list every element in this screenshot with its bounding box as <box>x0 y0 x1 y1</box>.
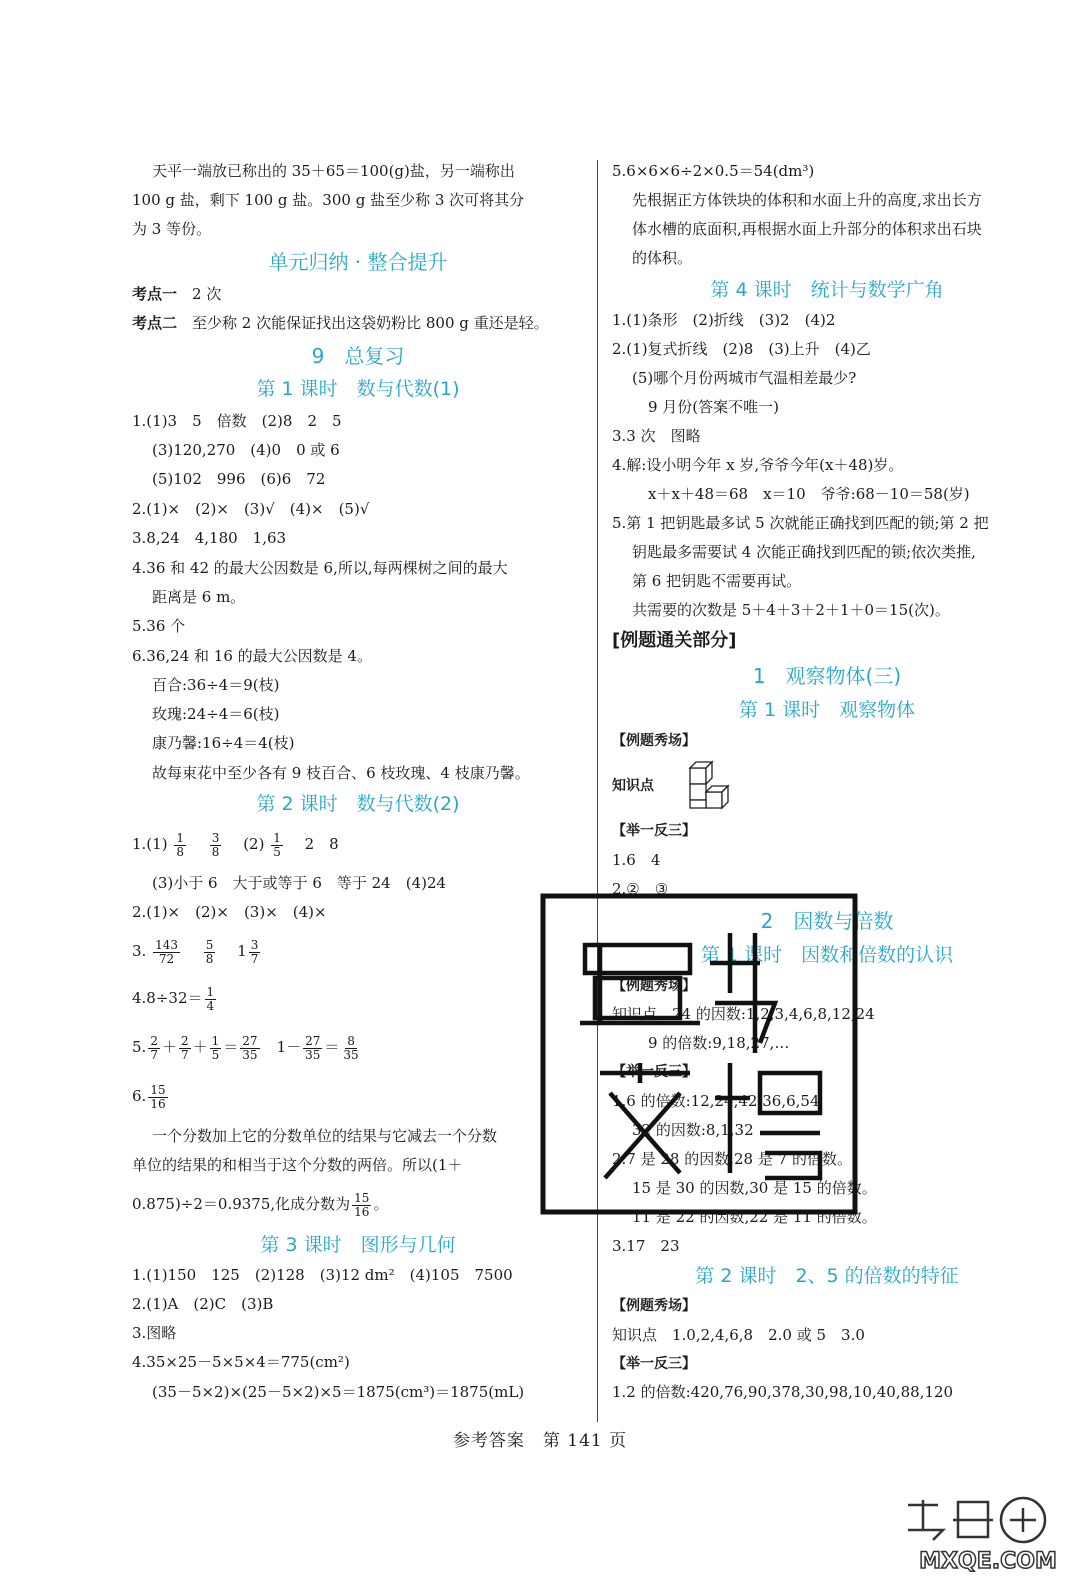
answer-line: 2.7 是 28 的因数,28 是 7 的倍数。 <box>612 1150 852 1168</box>
answer-line: 2.(1)× (2)× (3)√ (4)× (5)√ <box>132 500 370 518</box>
question-number: 6. <box>132 1087 147 1105</box>
section-label: 【举一反三】 <box>612 1064 696 1080</box>
answer-line: 5.36 个 <box>132 617 186 635</box>
section-label: 【举一反三】 <box>612 1356 696 1372</box>
punctuation: 。 <box>373 1195 389 1213</box>
kaodian-row <box>132 310 549 336</box>
answer-line: (3)小于 6 大于或等于 6 等于 24 (4)24 <box>152 874 447 892</box>
lesson-heading: 第 2 课时 2、5 的倍数的特征 <box>695 1265 959 1287</box>
answer-line: 2.(1)A (2)C (3)B <box>132 1295 274 1313</box>
lesson-heading: 第 2 课时 数与代数(2) <box>256 793 460 815</box>
answer-line <box>132 824 339 864</box>
fraction: $\frac{1}{5}$ <box>211 1033 220 1062</box>
text-line: 天平一端放已称出的 35＋65＝100(g)盐，另一端称出 <box>152 162 515 180</box>
answer-line <box>132 978 218 1018</box>
answer-line: 9 的倍数:9,18,27,… <box>648 1034 790 1052</box>
lesson-heading: 第 4 课时 统计与数学广角 <box>710 279 944 301</box>
stamp-overlay <box>540 893 858 1215</box>
watermark-logo <box>898 1490 1078 1576</box>
operator: ＋ <box>192 1038 208 1056</box>
answer-line: 3.3 次 图略 <box>612 427 701 445</box>
part-heading: [例题通关部分] <box>612 630 737 651</box>
operator: ＋ <box>161 1038 177 1056</box>
answer-line <box>132 1184 388 1224</box>
fraction: $\frac{15}{16}$ <box>150 1082 166 1111</box>
lesson-heading: 第 1 课时 数与代数(1) <box>256 378 460 400</box>
answer-line: (3)120,270 (4)0 0 或 6 <box>152 441 340 459</box>
section-label: 【举一反三】 <box>612 823 696 839</box>
fraction: $\frac{1}{5}$ <box>273 830 281 859</box>
answer-line: 2.(1)× (2)× (3)× (4)× <box>132 903 327 921</box>
answer-line: 1.(1)3 5 倍数 (2)8 2 5 <box>132 412 342 430</box>
answer-line: 6.36,24 和 16 的最大公因数是 4。 <box>132 647 372 665</box>
answer-line: 4.解:设小明今年 x 岁,爷爷今年(x＋48)岁。 <box>612 456 904 474</box>
answer-line: 体水槽的底面积,再根据水面上升部分的体积求出石块 <box>632 220 982 238</box>
answer-line: 玫瑰:24÷4＝6(枝) <box>152 705 280 723</box>
fraction: $\frac{3}{8}$ <box>211 830 220 859</box>
question-number: 3. <box>132 942 147 960</box>
question-number: 5. <box>132 1038 147 1056</box>
answer-line: 1.6 4 <box>612 851 661 869</box>
page-footer: 参考答案 第 141 页 <box>452 1431 628 1451</box>
section-label: 【例题秀场】 <box>612 1298 696 1314</box>
lesson-heading: 第 1 课时 观察物体 <box>738 699 916 721</box>
watermark-text: MXQE.COM <box>919 1549 1057 1574</box>
answer-text: 1－ <box>276 1038 302 1056</box>
answer-line: 第 6 把钥匙不需要再试。 <box>632 572 802 590</box>
answer-line: 15 是 30 的因数,30 是 15 的倍数。 <box>632 1179 877 1197</box>
answer-line: 3.8,24 4,180 1,63 <box>132 529 287 547</box>
answer-line: 4.36 和 42 的最大公因数是 6,所以,每两棵树之间的最大 <box>132 559 508 577</box>
answer-line: 单位的结果的和相当于这个分数的两倍。所以(1＋ <box>132 1156 463 1174</box>
answer-line: 百合:36÷4＝9(枝) <box>152 676 280 694</box>
answer-line: 距离是 6 m。 <box>152 588 246 606</box>
chapter-heading: 2 因数与倍数 <box>760 909 894 933</box>
answer-line: 1.6 的倍数:12,24,42,36,6,54 <box>612 1092 820 1110</box>
answer-line: 4.35×25－5×5×4＝775(cm²) <box>132 1353 350 1371</box>
column-divider <box>597 160 598 1422</box>
lesson-heading: 第 1 课时 因数和倍数的认识 <box>700 944 954 966</box>
answer-line <box>132 931 262 971</box>
answer-line: x＋x＋48＝68 x＝10 爷爷:68－10＝58(岁) <box>648 485 970 503</box>
answer-line: 5.第 1 把钥匙最多试 5 次就能正确找到匹配的锁;第 2 把 <box>612 514 989 532</box>
fraction: $\frac{1}{4}$ <box>206 984 215 1013</box>
chapter-heading: 1 观察物体(三) <box>752 664 902 688</box>
answer-line: 11 是 22 的因数,22 是 11 的倍数。 <box>632 1208 877 1226</box>
kaodian-label: 考点一 <box>132 285 178 303</box>
fraction: $\frac{8}{35}$ <box>343 1033 359 1062</box>
text-line: 100 g 盐，剩下 100 g 盐。300 g 盐至少称 3 次可将其分 <box>132 191 525 209</box>
kaodian-label: 考点二 <box>132 314 178 332</box>
answer-text: 4.8÷32＝ <box>132 989 203 1007</box>
answer-line: 3.17 23 <box>612 1237 680 1255</box>
answer-line: 2.② ③ <box>612 880 669 898</box>
answer-line: 知识点 1.0,2,4,6,8 2.0 或 5 3.0 <box>612 1326 865 1344</box>
knowledge-point-label: 知识点 <box>612 778 654 794</box>
kaodian-text: 至少称 2 次能保证找出这袋奶粉比 800 g 重还是轻。 <box>192 314 549 332</box>
answer-text: 2 8 <box>304 835 339 853</box>
answer-line: 的体积。 <box>632 249 693 267</box>
answer-line: 先根据正方体铁块的体积和水面上升的高度,求出长方 <box>632 191 982 209</box>
fraction: $\frac{15}{16}$ <box>354 1190 370 1219</box>
answer-line: 32 的因数:8,1,32 <box>632 1121 754 1139</box>
section-label: 【例题秀场】 <box>612 733 696 749</box>
answer-line: 故每束花中至少各有 9 枝百合、6 枝玫瑰、4 枝康乃馨。 <box>152 764 530 782</box>
answer-line: 3.图略 <box>132 1324 177 1342</box>
text-line: 为 3 等份。 <box>132 220 212 238</box>
fraction: $\frac{5}{8}$ <box>205 937 214 966</box>
answer-line: 2.(1)复式折线 (2)8 (3)上升 (4)乙 <box>612 340 871 358</box>
kaodian-text: 2 次 <box>192 285 222 303</box>
answer-line: (35－5×2)×(25－5×2)×5＝1875(cm³)＝1875(mL) <box>152 1383 525 1401</box>
answer-line: 1.2 的倍数:420,76,90,378,30,98,10,40,88,120 <box>612 1383 954 1401</box>
answer-line: (5)102 996 (6)6 72 <box>152 470 326 488</box>
fraction: $\frac{143}{72}$ <box>155 937 178 966</box>
answer-line: 1.(1)150 125 (2)128 (3)12 dm² (4)105 7500 <box>132 1266 513 1284</box>
fraction: $\frac{27}{35}$ <box>242 1033 258 1062</box>
fraction: $\frac{1}{8}$ <box>176 830 184 859</box>
kaodian-row <box>132 281 221 307</box>
answer-line: (5)哪个月份两城市气温相差最少? <box>632 369 857 387</box>
fraction: $\frac{2}{7}$ <box>150 1033 158 1062</box>
fraction: $\frac{27}{35}$ <box>305 1033 321 1062</box>
question-number: 1.(1) <box>132 835 168 853</box>
lesson-heading: 第 3 课时 图形与几何 <box>260 1234 456 1256</box>
answer-line: 共需要的次数是 5＋4＋3＋2＋1＋0＝15(次)。 <box>632 601 950 619</box>
answer-line: 知识点 24 的因数:1,2,3,4,6,8,12,24 <box>612 1005 875 1023</box>
operator: ＝ <box>324 1038 340 1056</box>
fraction: $\frac{2}{7}$ <box>180 1033 189 1062</box>
answer-line: 9 月份(答案不唯一) <box>648 398 780 416</box>
answer-line: 钥匙最多需要试 4 次能正确找到匹配的锁;依次类推, <box>632 543 976 561</box>
fraction: $\frac{3}{7}$ <box>250 937 259 966</box>
section-label: 【例题秀场】 <box>612 978 696 994</box>
answer-line <box>132 1076 170 1116</box>
answer-line <box>132 1027 363 1067</box>
sub-number: (2) <box>243 835 265 853</box>
operator: ＝ <box>223 1038 239 1056</box>
answer-line: 5.6×6×6÷2×0.5＝54(dm³) <box>612 162 815 180</box>
answer-line: 1.(1)条形 (2)折线 (3)2 (4)2 <box>612 311 836 329</box>
answer-line: 康乃馨:16÷4＝4(枝) <box>152 734 295 752</box>
cube-figure <box>688 760 752 812</box>
whole-part: 1 <box>237 942 247 960</box>
section-heading: 单元归纳 · 整合提升 <box>268 250 448 274</box>
answer-text: 0.875)÷2＝0.9375,化成分数为 <box>132 1195 351 1213</box>
answer-line: 一个分数加上它的分数单位的结果与它减去一个分数 <box>152 1127 498 1145</box>
chapter-heading: 9 总复习 <box>311 344 405 368</box>
